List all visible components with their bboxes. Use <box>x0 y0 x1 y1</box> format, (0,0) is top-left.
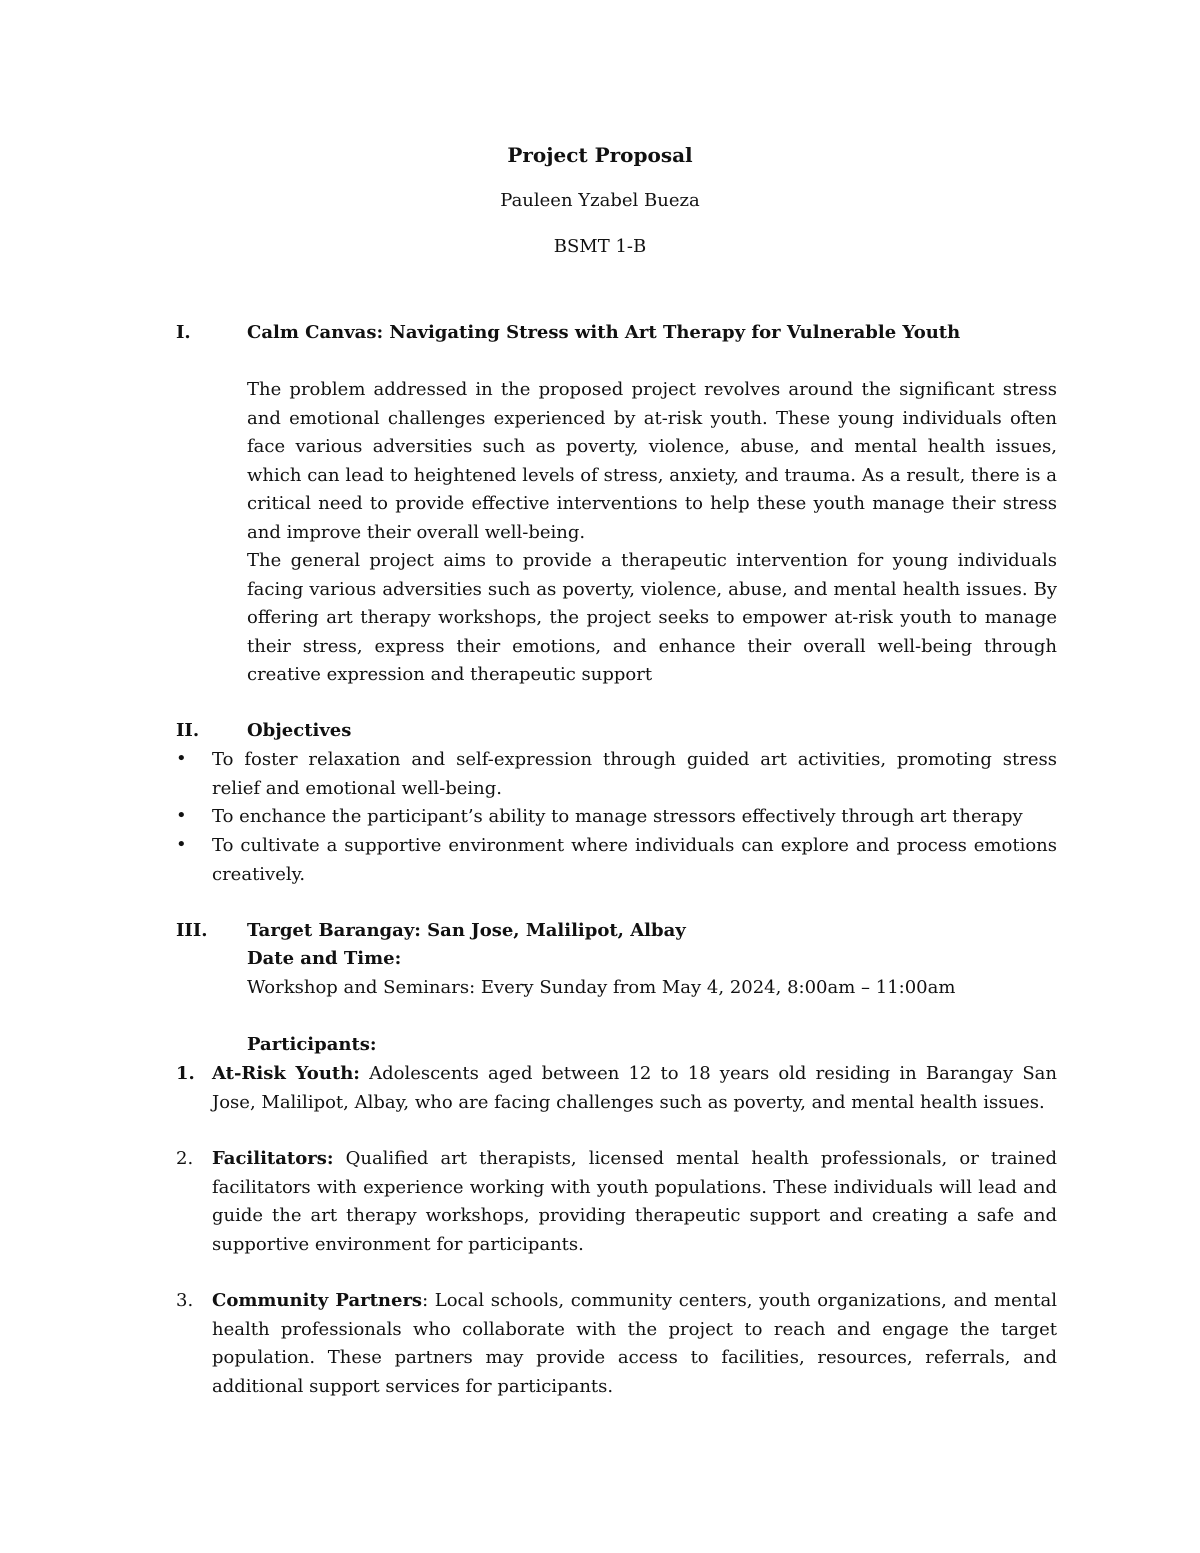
date-time-label: Date and Time: <box>247 948 402 969</box>
section-3-number: III. <box>176 920 208 941</box>
section-1-heading: Calm Canvas: Navigating Stress with Art Therapy for Vulnerable Youth <box>247 322 961 343</box>
participant-number: 2. <box>176 1148 194 1169</box>
participant-number: 3. <box>176 1290 194 1311</box>
bullet-icon: • <box>176 834 187 855</box>
participant-item <box>212 1287 1057 1401</box>
author-name: Pauleen Yzabel Bueza <box>500 190 700 211</box>
participant-label: Facilitators: <box>212 1148 334 1169</box>
participant-description: : Local schools, community centers, youth organizations, and mental health professionals who collaborate with the project to reach and engage the target population. These partners may provide access to facilities, resources, referrals, and additional support services for participants. <box>212 1290 1057 1397</box>
participant-description: Adolescents aged between 12 to 18 years old residing in Barangay San Jose, Malilipot, Albay, who are facing challenges such as poverty, and mental health issues. <box>212 1063 1057 1113</box>
participants-label: Participants: <box>247 1034 377 1055</box>
participant-number: 1. <box>176 1063 195 1084</box>
section-1-paragraph-1: The problem addressed in the proposed project revolves around the significant stress and emotional challenges experienced by at-risk youth. These young individuals often face various adversities such as poverty, violence, abuse, and mental health issues, which can lead to heightened levels of stress, anxiety, and trauma. As a result, there is a critical need to provide effective interventions to help these youth manage their stress and improve their overall well-being. <box>247 379 1057 543</box>
date-time-value: Workshop and Seminars: Every Sunday from May 4, 2024, 8:00am – 11:00am <box>247 977 956 998</box>
participant-label: Community Partners <box>212 1290 423 1311</box>
section-1-paragraph-2: The general project aims to provide a therapeutic intervention for young individuals facing various adversities such as poverty, violence, abuse, and mental health issues. By offering art therapy workshops, the project seeks to empower at-risk youth to manage their stress, express their emotions, and enhance their overall well-being through creative expression and therapeutic support <box>247 550 1057 685</box>
objective-item: To foster relaxation and self-expression through guided art activities, promoting stress relief and emotional well-being. <box>212 749 1057 799</box>
participant-item <box>212 1145 1057 1259</box>
participant-description: Qualified art therapists, licensed mental health professionals, or trained facilitators with experience working with youth populations. These individuals will lead and guide the art therapy workshops, providing therapeutic support and creating a safe and supportive environment for participants. <box>212 1148 1057 1255</box>
course-section: BSMT 1-B <box>553 236 647 257</box>
document-title: Project Proposal <box>507 143 693 167</box>
participant-item <box>212 1060 1057 1117</box>
section-2-heading: Objectives <box>247 720 352 741</box>
participant-label: At-Risk Youth: <box>212 1063 360 1084</box>
section-1-number: I. <box>176 322 191 343</box>
objective-item: To enchance the participant’s ability to manage stressors effectively through art therapy <box>212 806 1023 827</box>
bullet-icon: • <box>176 748 187 769</box>
section-2-number: II. <box>176 720 200 741</box>
section-3-heading: Target Barangay: San Jose, Malilipot, Albay <box>247 920 686 941</box>
bullet-icon: • <box>176 805 187 826</box>
objective-item: To cultivate a supportive environment where individuals can explore and process emotions creatively. <box>212 835 1057 885</box>
